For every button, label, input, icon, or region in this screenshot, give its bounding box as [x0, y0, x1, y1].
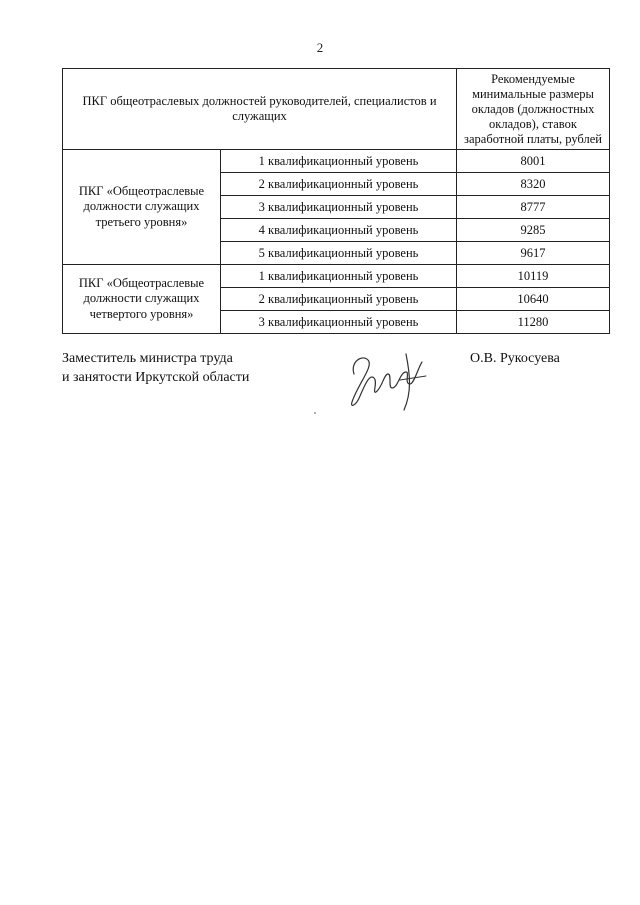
level-cell: 5 квалификационный уровень	[221, 242, 457, 265]
signatory-position	[62, 349, 249, 387]
scan-speck	[314, 412, 316, 414]
level-cell: 4 квалификационный уровень	[221, 219, 457, 242]
level-cell: 1 квалификационный уровень	[221, 150, 457, 173]
handwritten-signature	[340, 344, 440, 416]
position-line-1: Заместитель министра труда	[62, 351, 233, 366]
amount-cell: 9285	[457, 219, 610, 242]
position-line-2: и занятости Иркутской области	[62, 370, 250, 385]
amount-cell: 8777	[457, 196, 610, 219]
level-cell: 2 квалификационный уровень	[221, 288, 457, 311]
amount-cell: 10640	[457, 288, 610, 311]
group-name-cell: ПКГ «Общеотраслевые должности служащих четвертого уровня»	[63, 265, 221, 334]
amount-cell: 11280	[457, 311, 610, 334]
salary-table	[62, 68, 610, 334]
table-header-row	[63, 69, 610, 150]
header-salary-column: Рекомендуемые минимальные размеры окладов (должностных окладов), ставок заработной платы, рублей	[457, 69, 610, 150]
group-name-cell: ПКГ «Общеотраслевые должности служащих третьего уровня»	[63, 150, 221, 265]
level-cell: 2 квалификационный уровень	[221, 173, 457, 196]
table-row	[63, 150, 610, 173]
level-cell: 3 квалификационный уровень	[221, 196, 457, 219]
page-number: 2	[316, 40, 324, 55]
amount-cell: 8001	[457, 150, 610, 173]
table-row	[63, 265, 610, 288]
level-cell: 1 квалификационный уровень	[221, 265, 457, 288]
header-group-column: ПКГ общеотраслевых должностей руководителей, специалистов и служащих	[63, 69, 457, 150]
level-cell: 3 квалификационный уровень	[221, 311, 457, 334]
amount-cell: 10119	[457, 265, 610, 288]
amount-cell: 9617	[457, 242, 610, 265]
signatory-name: О.В. Рукосуева	[470, 351, 560, 366]
amount-cell: 8320	[457, 173, 610, 196]
